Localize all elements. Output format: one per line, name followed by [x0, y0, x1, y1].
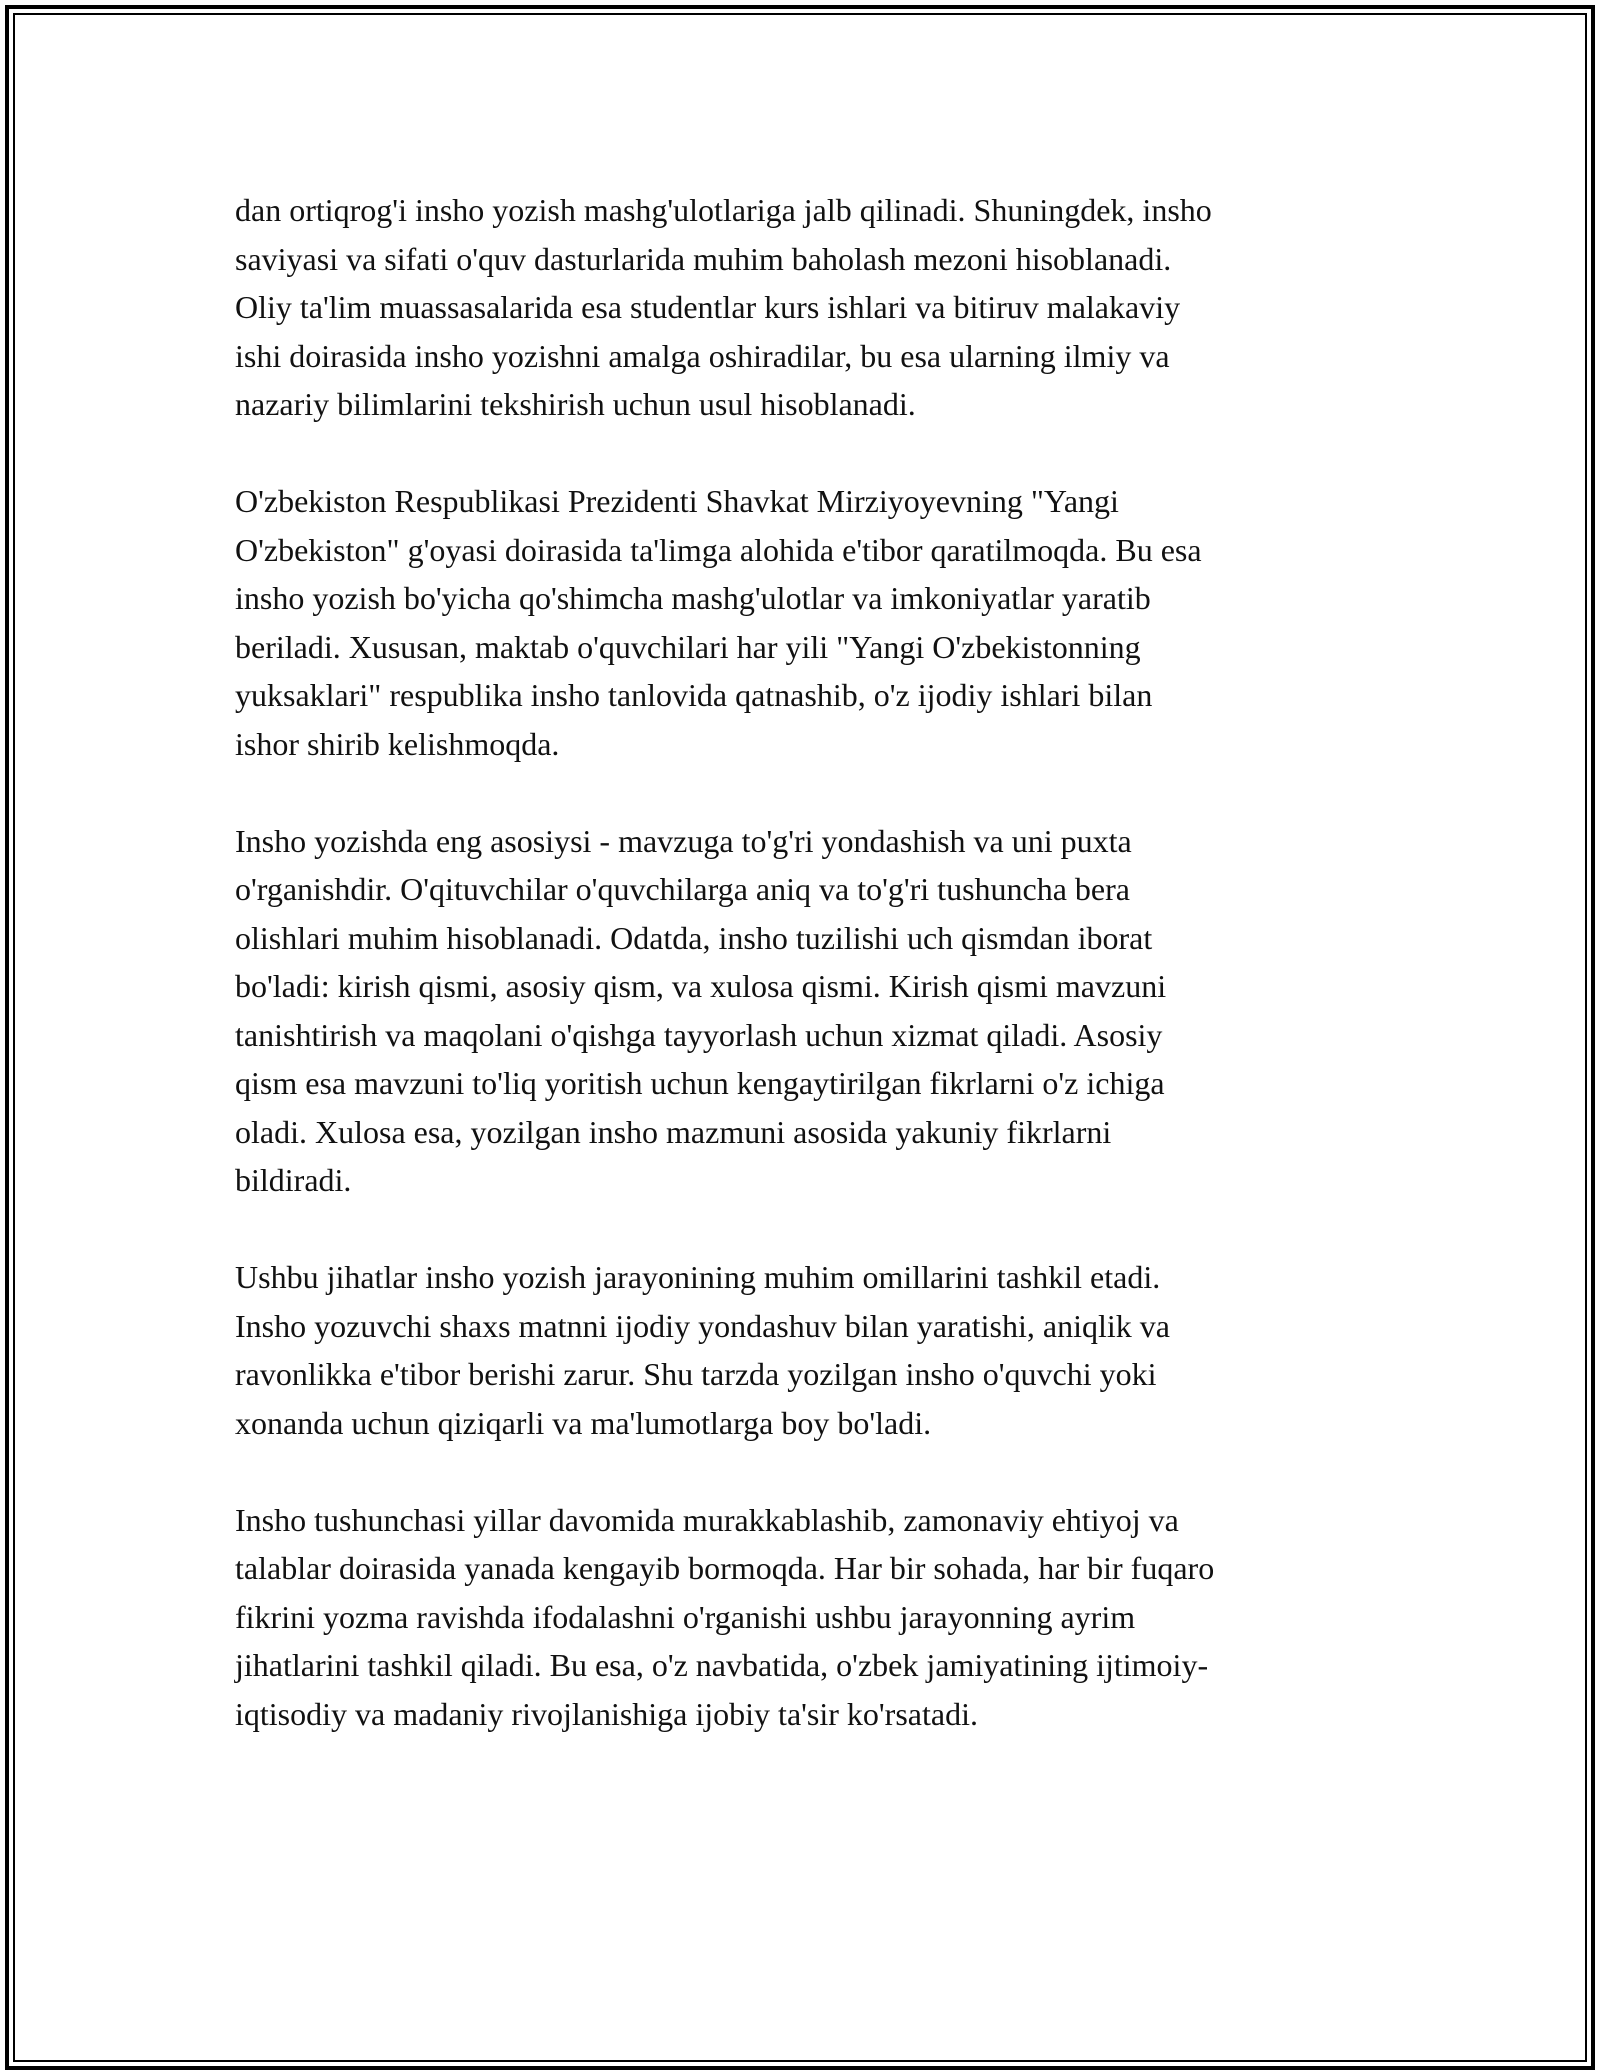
text-line: insho yozish bo'yicha qo'shimcha mashg'ulotlar va imkoniyatlar yaratib [235, 580, 1151, 616]
text-line: O'zbekiston" g'oyasi doirasida ta'limga alohida e'tibor qaratilmoqda. Bu esa [235, 531, 1202, 568]
text-line: talablar doirasida yanada kengayib bormoqda. Har bir sohada, har bir fuqaro [235, 1550, 1215, 1586]
text-line: nazariy bilimlarini tekshirish uchun usul hisoblanadi. [235, 386, 916, 422]
text-line: ishor shirib kelishmoqda. [235, 725, 560, 762]
text-line: saviyasi va sifati o'quv dasturlarida muhim baholash mezoni hisoblanadi. [235, 240, 1172, 277]
text-line: ishi doirasida insho yozishni amalga oshiradilar, bu esa ularning ilmiy va [235, 337, 1170, 374]
text-line: Insho yozishda eng asosiysi - mavzuga to'g'ri yondashish va uni puxta [235, 822, 1132, 859]
paragraph-1 [235, 186, 1370, 429]
text-line: dan ortiqrog'i insho yozish mashg'ulotlariga jalb qilinadi. Shuningdek, insho [235, 192, 1212, 228]
text-line: tanishtirish va maqolani o'qishga tayyorlash uchun xizmat qiladi. Asosiy [235, 1016, 1163, 1053]
text-line: O'zbekiston Respublikasi Prezidenti Shavkat Mirziyoyevning "Yangi [235, 483, 1119, 519]
paragraph-2 [235, 477, 1370, 768]
text-line: beriladi. Xususan, maktab o'quvchilari har yili "Yangi O'zbekistonning [235, 628, 1141, 665]
text-line: yuksaklari" respublika insho tanlovida qatnashib, o'z ijodiy ishlari bilan [235, 677, 1153, 713]
text-line: Oliy ta'lim muassasalarida esa studentlar kurs ishlari va bitiruv malakaviy [235, 289, 1181, 325]
text-line: oladi. Xulosa esa, yozilgan insho mazmuni asosida yakuniy fikrlarni [235, 1113, 1112, 1150]
text-line: iqtisodiy va madaniy rivojlanishiga ijobiy ta'sir ko'rsatadi. [235, 1695, 978, 1732]
text-line: jihatlarini tashkil qiladi. Bu esa, o'z navbatida, o'zbek jamiyatining ijtimoiy- [235, 1647, 1209, 1683]
paragraph-4 [235, 1253, 1370, 1447]
text-line: fikrini yozma ravishda ifodalashni o'rganishi ushbu jarayonning ayrim [235, 1598, 1136, 1635]
paragraph-3 [235, 817, 1370, 1205]
text-line: bildiradi. [235, 1162, 352, 1198]
paragraph-5 [235, 1496, 1370, 1739]
text-line: bo'ladi: kirish qismi, asosiy qism, va xulosa qismi. Kirish qismi mavzuni [235, 968, 1167, 1004]
text-line: Insho tushunchasi yillar davomida murakkablashib, zamonaviy ehtiyoj va [235, 1501, 1179, 1538]
document-body [235, 186, 1370, 1787]
text-line: ravonlikka e'tibor berishi zarur. Shu tarzda yozilgan insho o'quvchi yoki [235, 1356, 1157, 1392]
text-line: olishlari muhim hisoblanadi. Odatda, insho tuzilishi uch qismdan iborat [235, 919, 1153, 956]
text-line: qism esa mavzuni to'liq yoritish uchun kengaytirilgan fikrlarni o'z ichiga [235, 1065, 1165, 1101]
text-line: Ushbu jihatlar insho yozish jarayonining muhim omillarini tashkil etadi. [235, 1259, 1161, 1295]
text-line: xonanda uchun qiziqarli va ma'lumotlarga boy bo'ladi. [235, 1404, 932, 1441]
text-line: o'rganishdir. O'qituvchilar o'quvchilarga aniq va to'g'ri tushuncha bera [235, 871, 1130, 907]
text-line: Insho yozuvchi shaxs matnni ijodiy yondashuv bilan yaratishi, aniqlik va [235, 1307, 1170, 1344]
